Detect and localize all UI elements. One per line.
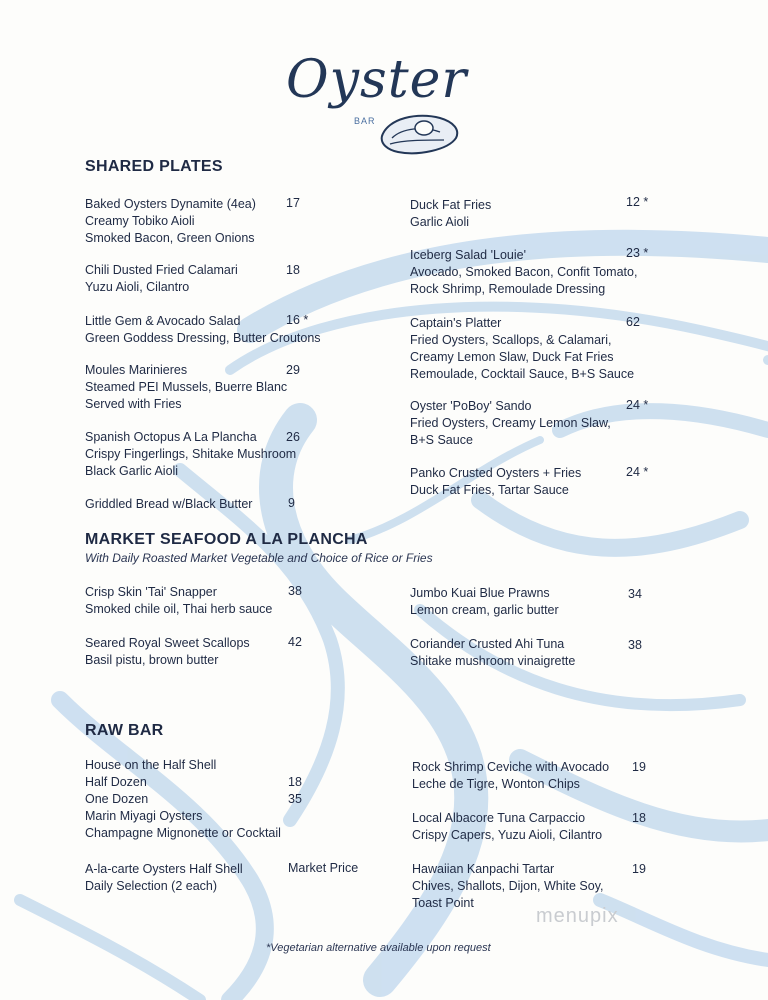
item-description: B+S Sauce (410, 433, 473, 447)
item-price: 34 (628, 587, 642, 601)
menu-item (85, 757, 281, 842)
item-price: 19 (632, 760, 646, 774)
item-name: Crisp Skin 'Tai' Snapper (85, 585, 217, 599)
item-price: 18 (288, 775, 302, 789)
item-description: Smoked Bacon, Green Onions (85, 231, 255, 245)
menu-item (410, 585, 559, 619)
menu-item (85, 496, 252, 513)
item-price: 18 (632, 811, 646, 825)
menu-item (85, 196, 256, 247)
item-description: Toast Point (412, 896, 474, 910)
menu-item (410, 465, 581, 499)
item-name: House on the Half Shell (85, 758, 217, 772)
item-description: Rock Shrimp, Remoulade Dressing (410, 282, 606, 296)
item-price: 17 (286, 196, 300, 210)
menu-item (410, 315, 634, 383)
menu-item (410, 636, 575, 670)
item-description: Green Goddess Dressing, Butter Croutons (85, 331, 321, 345)
item-description: Fried Oysters, Scallops, & Calamari, (410, 333, 612, 347)
restaurant-logo (286, 50, 466, 160)
item-name: Griddled Bread w/Black Butter (85, 497, 253, 511)
menu-item (85, 635, 250, 669)
vegetarian-footnote: *Vegetarian alternative available upon request (266, 942, 491, 954)
item-price: 23 * (626, 246, 649, 260)
item-name: Chili Dusted Fried Calamari (85, 263, 238, 277)
item-description: Daily Selection (2 each) (85, 879, 218, 893)
item-description: Creamy Tobiko Aioli (85, 214, 195, 228)
menu-item (85, 262, 238, 296)
item-name: Hawaiian Kanpachi Tartar (412, 862, 555, 876)
item-price: 62 (626, 315, 640, 329)
item-price: 24 * (626, 465, 649, 479)
item-description: Duck Fat Fries, Tartar Sauce (410, 483, 569, 497)
item-name: Baked Oysters Dynamite (4ea) (85, 197, 256, 211)
item-description: Basil pistu, brown butter (85, 653, 219, 667)
menu-item (412, 759, 609, 793)
item-price: 29 (286, 363, 300, 377)
item-description: Black Garlic Aioli (85, 464, 179, 478)
item-name: Jumbo Kuai Blue Prawns (410, 586, 550, 600)
item-description: Shitake mushroom vinaigrette (410, 654, 576, 668)
item-price: 9 (288, 496, 295, 510)
oyster-icon (378, 110, 462, 158)
watermark-text: menupix (536, 905, 619, 927)
item-description: Creamy Lemon Slaw, Duck Fat Fries (410, 350, 614, 364)
item-price: 38 (288, 584, 302, 598)
item-price: 18 (286, 263, 300, 277)
menu-item (410, 197, 491, 231)
item-name: Coriander Crusted Ahi Tuna (410, 637, 565, 651)
item-name: Seared Royal Sweet Scallops (85, 636, 250, 650)
item-description: Fried Oysters, Creamy Lemon Slaw, (410, 416, 611, 430)
menu-item (85, 584, 272, 618)
item-description: Lemon cream, garlic butter (410, 603, 559, 617)
section-subtitle-market-seafood: With Daily Roasted Market Vegetable and Choice of Rice or Fries (85, 551, 433, 565)
item-price: 12 * (626, 195, 649, 209)
item-price: 42 (288, 635, 302, 649)
item-description: Steamed PEI Mussels, Buerre Blanc (85, 380, 288, 394)
item-description: Garlic Aioli (410, 215, 470, 229)
item-option: Half Dozen (85, 775, 147, 789)
item-description: Champagne Mignonette or Cocktail (85, 826, 281, 840)
item-description: Crispy Fingerlings, Shitake Mushroom (85, 447, 297, 461)
item-price: 38 (628, 638, 642, 652)
item-price: 19 (632, 862, 646, 876)
section-title-market-seafood: MARKET SEAFOOD A LA PLANCHA (85, 531, 368, 548)
menu-item (85, 429, 296, 480)
item-name: Captain's Platter (410, 316, 502, 330)
item-name: A-la-carte Oysters Half Shell (85, 862, 243, 876)
item-name: Iceberg Salad 'Louie' (410, 248, 526, 262)
item-description: Served with Fries (85, 397, 182, 411)
item-name: Moules Marinieres (85, 363, 188, 377)
item-price: 35 (288, 792, 302, 806)
logo-wordmark: Oyster (286, 50, 468, 110)
item-description: Remoulade, Cocktail Sauce, B+S Sauce (410, 367, 635, 381)
item-description: Leche de Tigre, Wonton Chips (412, 777, 580, 791)
section-title-shared-plates: SHARED PLATES (85, 158, 223, 175)
item-name: Rock Shrimp Ceviche with Avocado (412, 760, 610, 774)
item-name: Duck Fat Fries (410, 198, 492, 212)
menu-item (85, 362, 287, 413)
item-price: 26 (286, 430, 300, 444)
item-description: Crispy Capers, Yuzu Aioli, Cilantro (412, 828, 603, 842)
menu-item (410, 247, 637, 298)
menu-item (410, 398, 611, 449)
item-description: Chives, Shallots, Dijon, White Soy, (412, 879, 604, 893)
item-name: Oyster 'PoBoy' Sando (410, 399, 532, 413)
item-price: 24 * (626, 398, 649, 412)
item-name: Spanish Octopus A La Plancha (85, 430, 257, 444)
menu-item (412, 810, 602, 844)
item-description: Yuzu Aioli, Cilantro (85, 280, 190, 294)
item-price: 16 * (286, 313, 309, 327)
item-name: Local Albacore Tuna Carpaccio (412, 811, 586, 825)
item-description: Avocado, Smoked Bacon, Confit Tomato, (410, 265, 638, 279)
menu-item (85, 861, 243, 895)
item-price: Market Price (288, 861, 359, 875)
logo-bar-text: BAR (354, 116, 376, 126)
item-option: One Dozen (85, 792, 149, 806)
section-title-raw-bar: RAW BAR (85, 722, 164, 739)
item-description: Marin Miyagi Oysters (85, 809, 203, 823)
item-name: Panko Crusted Oysters + Fries (410, 466, 582, 480)
item-name: Little Gem & Avocado Salad (85, 314, 241, 328)
item-description: Smoked chile oil, Thai herb sauce (85, 602, 273, 616)
